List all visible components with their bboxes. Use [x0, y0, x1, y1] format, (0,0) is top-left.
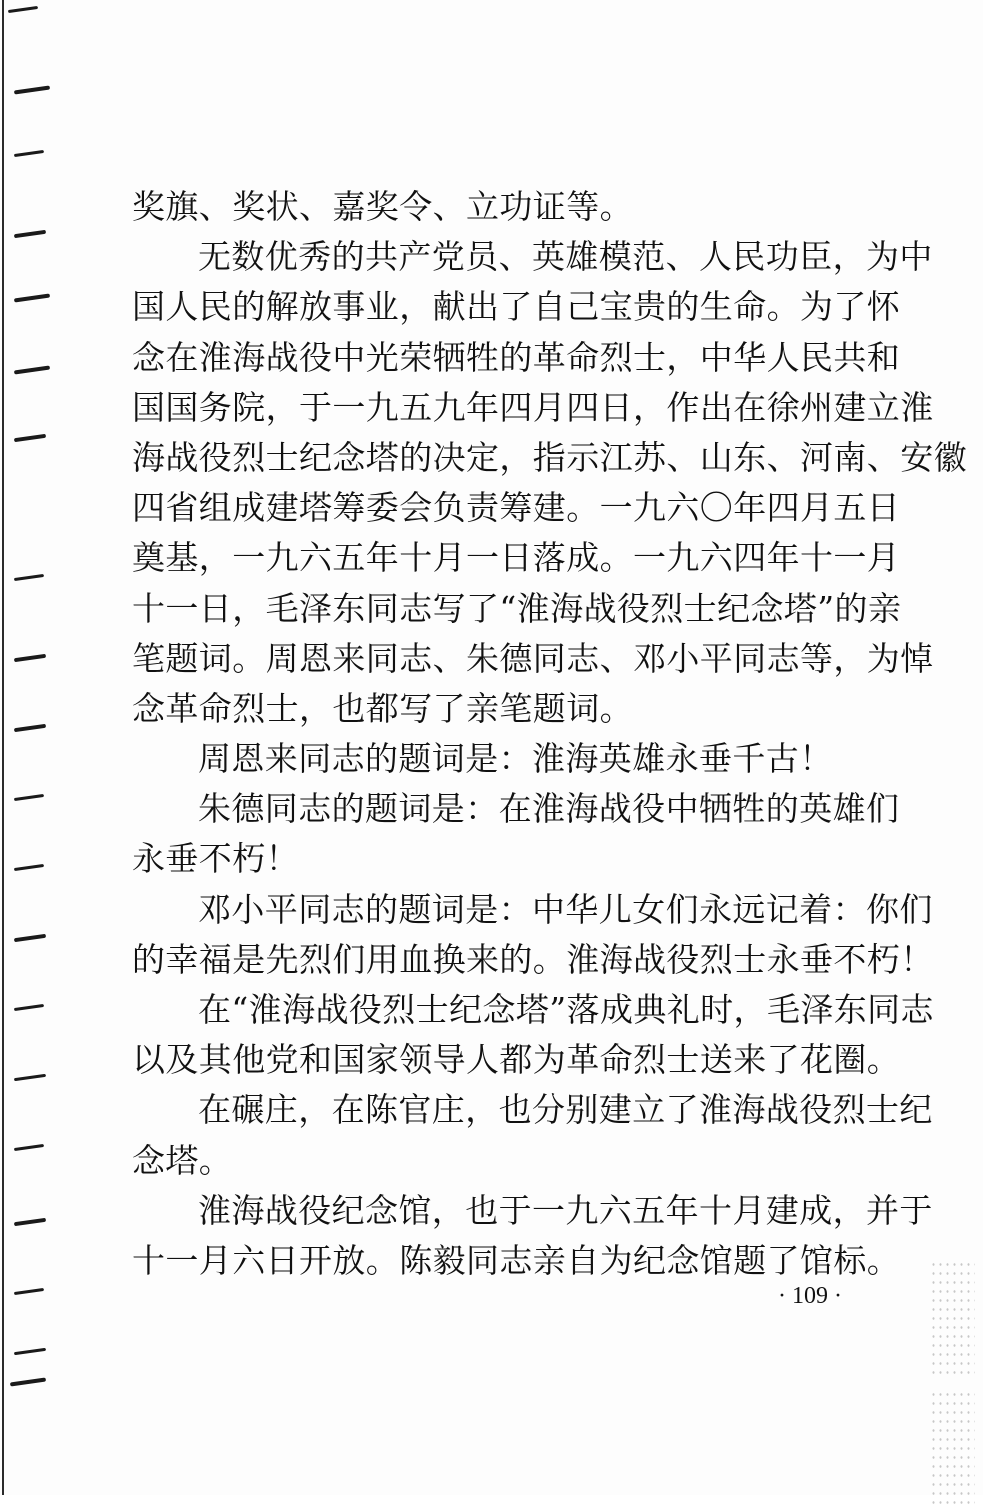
text-line: 海战役烈士纪念塔的决定，指示江苏、山东、河南、安徽: [132, 437, 967, 477]
binding-mark: [10, 1378, 46, 1387]
paper-speckle: [930, 1260, 975, 1380]
text-line: 笔题词。周恩来同志、朱德同志、邓小平同志等，为悼: [132, 638, 934, 678]
text-line: 四省组成建塔筹委会负责筹建。一九六〇年四月五日: [132, 488, 901, 528]
page-number: · 109 ·: [778, 1283, 842, 1309]
binding-mark: [14, 294, 50, 303]
paper-speckle: [930, 1390, 975, 1510]
text-line: 念塔。: [132, 1140, 233, 1180]
binding-mark: [14, 434, 46, 442]
body-text: [132, 182, 967, 1286]
text-line: 周恩来同志的题词是：淮海英雄永垂千古！: [198, 739, 833, 779]
text-line: 念革命烈士，也都写了亲笔题词。: [132, 688, 633, 728]
text-line: 在碾庄，在陈官庄，也分别建立了淮海战役烈士纪: [198, 1090, 933, 1130]
binding-mark: [14, 654, 46, 662]
binding-mark: [14, 574, 44, 581]
text-line: 十一月六日开放。陈毅同志亲自为纪念馆题了馆标。: [132, 1240, 901, 1280]
text-line: 以及其他党和国家领导人都为革命烈士送来了花圈。: [132, 1040, 901, 1080]
text-line: 淮海战役纪念馆，也于一九六五年十月建成，并于: [198, 1190, 933, 1230]
binding-mark: [14, 86, 50, 95]
text-line: 奠基，一九六五年十月一日落成。一九六四年十一月: [132, 538, 901, 578]
text-line: 朱德同志的题词是：在淮海战役中牺牲的英雄们: [198, 789, 900, 829]
binding-mark: [14, 1004, 44, 1011]
text-line: 十一日，毛泽东同志写了“淮海战役烈士纪念塔”的亲: [132, 588, 902, 628]
binding-mark: [14, 1074, 46, 1081]
binding-mark: [14, 1288, 44, 1295]
text-line: 在“淮海战役烈士纪念塔”落成典礼时，毛泽东同志: [198, 990, 934, 1029]
text-line: 永垂不朽！: [132, 839, 299, 879]
text-line: 无数优秀的共产党员、英雄模范、人民功臣，为中: [198, 237, 933, 277]
text-line: 念在淮海战役中光荣牺牲的革命烈士，中华人民共和: [132, 337, 901, 377]
text-line: 国国务院，于一九五九年四月四日，作出在徐州建立淮: [132, 387, 934, 427]
text-line: 国人民的解放事业，献出了自己宝贵的生命。为了怀: [132, 287, 901, 327]
page-edge-line: [2, 0, 4, 1495]
binding-mark: [8, 6, 38, 13]
binding-mark: [14, 366, 50, 375]
binding-mark: [14, 864, 44, 871]
binding-mark: [14, 150, 44, 157]
binding-edge: [0, 0, 60, 1495]
binding-mark: [14, 1348, 46, 1355]
binding-mark: [14, 1218, 46, 1226]
binding-mark: [14, 794, 44, 801]
text-line: 奖旗、奖状、嘉奖令、立功证等。: [132, 187, 633, 226]
binding-mark: [14, 230, 46, 238]
binding-mark: [14, 724, 46, 732]
binding-mark: [14, 934, 46, 942]
text-line: 邓小平同志的题词是：中华儿女们永远记着：你们: [198, 889, 933, 929]
binding-mark: [14, 1144, 44, 1151]
text-line: 的幸福是先烈们用血换来的。淮海战役烈士永垂不朽！: [132, 939, 934, 979]
